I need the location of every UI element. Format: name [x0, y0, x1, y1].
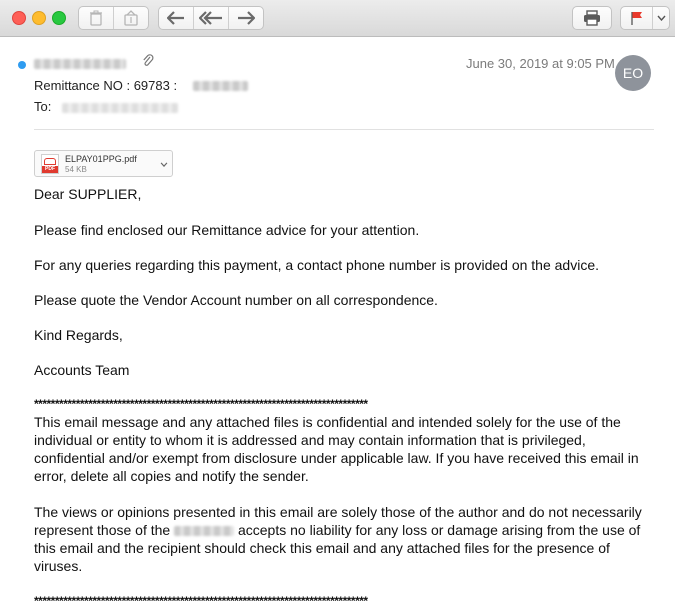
paperclip-icon — [142, 54, 154, 68]
junk-button[interactable] — [114, 7, 148, 29]
print-button[interactable] — [573, 7, 611, 29]
paragraph-1: Please find enclosed our Remittance advice for your attention. — [34, 222, 420, 238]
zoom-window-button[interactable] — [52, 11, 66, 25]
forward-button[interactable] — [229, 7, 263, 29]
print-group — [572, 6, 612, 30]
flag-button[interactable] — [621, 7, 653, 29]
paragraph-3: Please quote the Vendor Account number on all correspondence. — [34, 292, 438, 308]
reply-all-button[interactable] — [194, 7, 229, 29]
chevron-down-icon — [657, 15, 666, 21]
sender-avatar: EO — [615, 55, 651, 91]
attachment-chip[interactable] — [34, 150, 173, 177]
flag-group — [620, 6, 670, 30]
print-icon — [583, 10, 601, 26]
message-date: June 30, 2019 at 9:05 PM — [466, 56, 615, 71]
trash-icon — [89, 10, 103, 26]
disclaimer-paragraph-2: The views or opinions presented in this email are solely those of the author and do not necessarily represent those of the accepts no liability for any loss or damage arising from the use of this email and the recipient should check this email and any attached files for the presence of viruses. — [34, 504, 642, 574]
pdf-file-icon: PDF — [41, 154, 59, 174]
flag-menu-button[interactable] — [653, 7, 669, 29]
header-divider — [34, 129, 654, 130]
signature: Accounts Team — [34, 362, 130, 378]
forward-icon — [237, 11, 255, 25]
close-window-button[interactable] — [12, 11, 26, 25]
separator-line: ******************************************************************************** — [34, 397, 368, 411]
unread-dot — [18, 61, 26, 69]
subject-redacted — [193, 81, 248, 91]
reply-all-icon — [199, 11, 223, 25]
greeting: Dear SUPPLIER, — [34, 186, 142, 202]
reply-button[interactable] — [159, 7, 194, 29]
reply-icon — [167, 11, 185, 25]
disclaimer-paragraph-1: This email message and any attached files is confidential and intended solely for the use of the individual or entity to whom it is addressed and may contain information that is privileged, confidential and/or exempt from disclosure under applicable law. If you have received this email in error, delete all copies and notify the sender. — [34, 414, 639, 484]
separator-line: ******************************************************************************** — [34, 594, 368, 608]
delete-group — [78, 6, 149, 30]
closing: Kind Regards, — [34, 327, 123, 343]
reply-group — [158, 6, 264, 30]
trash-button[interactable] — [79, 7, 114, 29]
toolbar — [0, 0, 675, 37]
sender-name-redacted[interactable] — [34, 59, 126, 69]
attachment-name: ELPAY01PPG.pdf — [65, 154, 137, 164]
paragraph-2: For any queries regarding this payment, a contact phone number is provided on the advice. — [34, 257, 599, 273]
message-body — [34, 185, 659, 610]
to-label: To: — [34, 99, 52, 114]
flag-icon — [630, 11, 644, 25]
chevron-down-icon[interactable] — [160, 162, 168, 167]
attachment-size: 54 KB — [65, 165, 87, 174]
junk-icon — [123, 10, 139, 26]
subject-line: Remittance NO : 69783 : — [34, 78, 178, 93]
company-redacted — [174, 526, 234, 536]
recipient-redacted[interactable] — [62, 103, 178, 113]
minimize-window-button[interactable] — [32, 11, 46, 25]
